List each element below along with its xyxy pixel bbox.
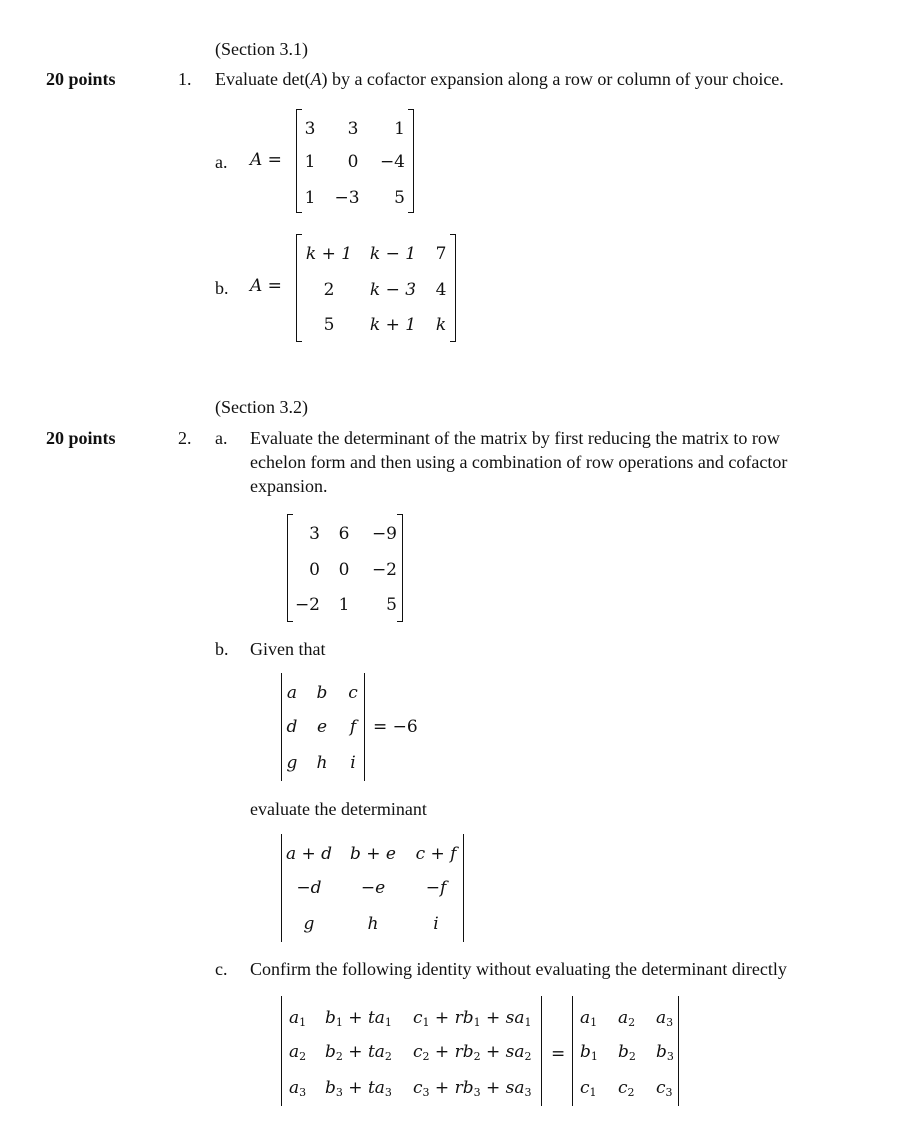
matrix-cell: d <box>286 717 298 737</box>
matrix-cell: i <box>350 753 356 773</box>
problem-1-points: 20 points <box>46 69 116 89</box>
matrix-cell: i <box>433 914 439 934</box>
matrix-cell: −2 <box>294 595 320 615</box>
matrix-cell: $a_3$ <box>289 1078 307 1099</box>
matrix-cell: 0 <box>338 560 350 580</box>
problem-1b-lhs: A = <box>250 276 282 296</box>
matrix-cell: h <box>367 914 379 934</box>
matrix-2a <box>287 514 403 622</box>
matrix-cell: $b_3 + ta_3$ <box>325 1078 392 1099</box>
section-3-1-heading: (Section 3.1) <box>215 39 308 59</box>
given-determinant-value: = −6 <box>373 717 418 737</box>
problem-2a-label: a. <box>215 428 228 448</box>
problem-1a-lhs: A = <box>250 150 282 170</box>
matrix-cell: $c_3 + rb_3 + sa_3$ <box>413 1078 532 1099</box>
matrix-cell: 7 <box>435 244 447 264</box>
left-bracket <box>287 514 293 622</box>
matrix-cell: $c_3$ <box>656 1078 673 1099</box>
matrix-cell: 5 <box>394 188 405 208</box>
identity-lhs-determinant <box>281 996 543 1106</box>
matrix-cell: 4 <box>435 280 447 300</box>
matrix-cell: −e <box>360 878 386 898</box>
section-3-2-heading: (Section 3.2) <box>215 397 308 417</box>
matrix-cell: 1 <box>338 595 350 615</box>
matrix-cell: b + e <box>350 844 396 864</box>
matrix-cell: $b_2 + ta_2$ <box>325 1042 392 1063</box>
det-bar-left <box>572 996 573 1106</box>
matrix-cell: k − 1 <box>369 244 417 264</box>
det-bar-right <box>463 834 464 942</box>
matrix-cell: 3 <box>304 119 316 139</box>
problem-2-points: 20 points <box>46 428 116 448</box>
matrix-cell: $c_2$ <box>618 1078 635 1099</box>
matrix-cell: e <box>316 717 328 737</box>
matrix-cell: 3 <box>309 524 320 544</box>
problem-2a-text-line: expansion. <box>250 476 328 496</box>
matrix-cell: $b_2$ <box>618 1042 636 1063</box>
matrix-cell: c <box>348 683 358 703</box>
det-bar-right <box>364 673 365 781</box>
det-bar-right <box>541 996 542 1106</box>
matrix-cell: 5 <box>323 315 335 335</box>
matrix-cell: −3 <box>334 188 360 208</box>
matrix-cell: k − 3 <box>369 280 417 300</box>
matrix-cell: g <box>286 753 298 773</box>
problem-2a-text-line: Evaluate the determinant of the matrix by first reducing the matrix to row <box>250 428 780 448</box>
matrix-cell: $c_2 + rb_2 + sa_2$ <box>413 1042 532 1063</box>
matrix-cell: h <box>316 753 328 773</box>
matrix-1b <box>296 234 456 342</box>
det-bar-left <box>281 996 282 1106</box>
matrix-cell: −f <box>425 878 447 898</box>
matrix-cell: k <box>435 315 447 335</box>
matrix-cell: $a_1$ <box>580 1008 598 1029</box>
matrix-cell: $a_1$ <box>289 1008 307 1029</box>
matrix-cell: 0 <box>309 560 320 580</box>
matrix-1a <box>296 109 414 213</box>
identity-rhs-determinant <box>572 996 680 1106</box>
matrix-cell: b <box>316 683 328 703</box>
matrix-cell: g <box>303 914 315 934</box>
matrix-cell: $a_2$ <box>289 1042 307 1063</box>
matrix-cell: k + 1 <box>369 315 417 335</box>
problem-2c-label: c. <box>215 959 228 979</box>
problem-2b-given: Given that <box>250 639 326 659</box>
matrix-cell: 1 <box>304 188 316 208</box>
left-bracket <box>296 109 302 213</box>
matrix-cell: −2 <box>371 560 397 580</box>
matrix-cell: k + 1 <box>305 244 353 264</box>
right-bracket <box>408 109 414 213</box>
problem-2c-text: Confirm the following identity without evaluating the determinant directly <box>250 959 787 979</box>
right-bracket <box>450 234 456 342</box>
matrix-cell: 2 <box>323 280 335 300</box>
matrix-cell: 0 <box>347 152 359 172</box>
matrix-cell: −d <box>296 878 322 898</box>
matrix-cell: $a_3$ <box>656 1008 674 1029</box>
matrix-cell: a <box>286 683 298 703</box>
problem-1-number: 1. <box>178 69 192 89</box>
matrix-cell: −9 <box>371 524 397 544</box>
matrix-cell: $c_1$ <box>580 1078 597 1099</box>
right-bracket <box>397 514 403 622</box>
matrix-cell: $b_3$ <box>656 1042 674 1063</box>
problem-2-number: 2. <box>178 428 192 448</box>
matrix-cell: $b_1 + ta_1$ <box>325 1008 392 1029</box>
determinant-to-evaluate <box>281 834 465 942</box>
matrix-cell: 3 <box>347 119 359 139</box>
matrix-cell: 1 <box>394 119 405 139</box>
matrix-cell: $c_1 + rb_1 + sa_1$ <box>413 1008 532 1029</box>
identity-equals-sign: = <box>551 1044 566 1064</box>
det-bar-left <box>281 834 282 942</box>
problem-2b-evaluate-text: evaluate the determinant <box>250 799 427 819</box>
problem-2a-text-line: echelon form and then using a combination of row operations and cofactor <box>250 452 788 472</box>
problem-1b-label: b. <box>215 278 229 298</box>
det-bar-left <box>281 673 282 781</box>
matrix-cell: −4 <box>379 152 405 172</box>
matrix-cell: a + d <box>285 844 333 864</box>
problem-1-prompt: Evaluate det(A) by a cofactor expansion along a row or column of your choice. <box>215 69 784 89</box>
matrix-cell: 1 <box>304 152 316 172</box>
problem-2b-label: b. <box>215 639 229 659</box>
left-bracket <box>296 234 302 342</box>
matrix-cell: f <box>349 717 357 737</box>
problem-1a-label: a. <box>215 152 228 172</box>
matrix-cell: $b_1$ <box>580 1042 598 1063</box>
matrix-cell: 5 <box>386 595 397 615</box>
determinant-given <box>281 673 366 781</box>
matrix-cell: $a_2$ <box>618 1008 636 1029</box>
matrix-cell: 6 <box>338 524 350 544</box>
det-bar-right <box>678 996 679 1106</box>
matrix-cell: c + f <box>415 844 457 864</box>
